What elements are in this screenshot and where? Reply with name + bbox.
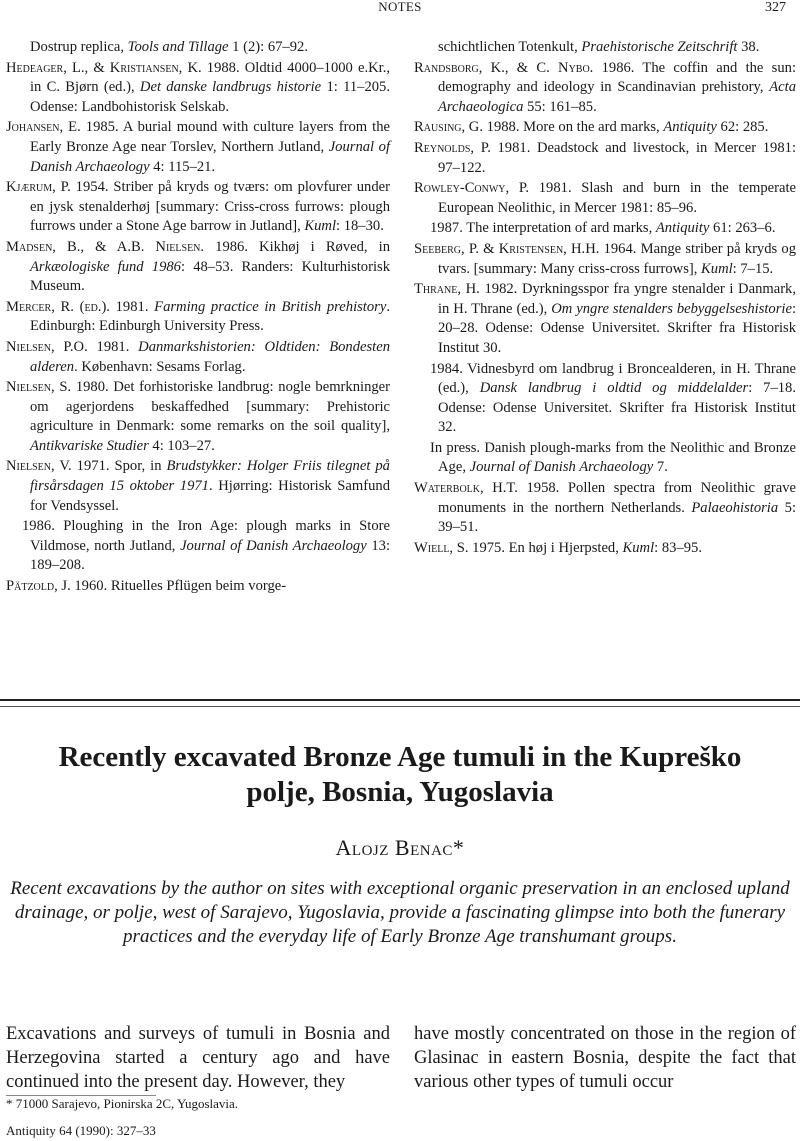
reference-entry — [414, 280, 796, 358]
reference-text: 1960. Rituelles Pflügen beim vorge- — [70, 578, 287, 595]
reference-text: 55: 161–85. — [523, 98, 597, 115]
reference-entry — [6, 457, 390, 516]
reference-text: 1982. Dyrkningsspor fra yngre stenalder i Danmark, in H. Thrane (ed.), — [438, 281, 797, 317]
journal-citation: Antiquity 64 (1990): 327–33 — [6, 1123, 156, 1138]
reference-entry — [6, 178, 390, 237]
reference-text: 13: 189–208. — [30, 537, 390, 574]
reference-author: Nielsen, V. — [6, 458, 72, 475]
reference-text: : 20–28. Odense: Odense Universitet. Skrifter fra Historisk Institut 30. — [438, 300, 797, 356]
reference-author: Rowley-Conwy, P. — [414, 180, 530, 197]
reference-text: 1: 11–205. Odense: Landbohistorisk Selskab. — [30, 79, 390, 115]
reference-text: 4: 115–21. — [149, 158, 216, 175]
reference-text: 1964. Mange striber på kryds og tvars. [summary: Many criss-cross furrows], — [438, 240, 796, 277]
reference-entry — [414, 360, 796, 438]
reference-text: 1985. A burial mound with culture layers from the Early Bronze Age near Torslev, Northern Jutland, — [30, 119, 390, 155]
reference-author: Seeberg, P. & Kristensen, H.H. — [414, 240, 600, 257]
article-abstract: Recent excavations by the author on sites with exceptional organic preservation in an enclosed upland drainage, or polje, west of Sarajevo, Yugoslavia, provide a fascinating glimpse into both the funerary practices and the everyday life of Early Bronze Age transhumant groups. — [10, 878, 790, 947]
section-rule-thick — [0, 699, 800, 701]
reference-text: . København: Sesams Forlag. — [74, 358, 246, 375]
reference-text: : 83–95. — [654, 539, 702, 556]
body-text-left: Excavations and surveys of tumuli in Bosnia and Herzegovina started a century ago and have continued into the present day. However, they — [6, 1024, 390, 1092]
reference-text: 5: 39–51. — [438, 499, 797, 536]
reference-title: Antiquity — [655, 220, 710, 237]
reference-title: Om yngre stenalders bebyggelseshistorie — [551, 300, 792, 317]
reference-author: Nielsen, P.O. — [6, 338, 88, 355]
reference-title: Det danske landbrugs historie — [139, 79, 322, 96]
reference-text: 1986. The coffin and the sun: demography and ideology in Scandinavian prehistory, — [438, 59, 796, 96]
reference-author: Randsborg, K., & C. Nybo. — [414, 59, 594, 76]
reference-text: 1988. More on the ard marks, — [483, 119, 664, 136]
reference-text: 38. — [737, 39, 760, 55]
reference-text: : 7–15. — [732, 260, 774, 277]
reference-entry — [6, 59, 390, 118]
reference-text: 1954. Striber på kryds og tværs: om plovfurer under en jysk stenalderhøj [summary: Criss-cross furrows: plough furrows under a Stone Age barrow in Jutland], — [30, 179, 390, 235]
reference-title: Journal of Danish Archaeology — [30, 138, 391, 175]
reference-title: Journal of Danish Archaeology — [469, 459, 654, 476]
reference-entry — [414, 118, 796, 138]
reference-title: Tools and Tillage — [127, 39, 229, 55]
reference-text: 61: 263–6. — [709, 220, 776, 237]
reference-entry — [414, 539, 796, 559]
reference-title: Antikvariske Studier — [30, 437, 149, 454]
reference-author: Nielsen, S. — [6, 379, 72, 396]
page-number: 327 — [765, 0, 786, 15]
reference-text: In press. Danish plough-marks from the Neolithic and Bronze Age, — [430, 439, 796, 476]
reference-title: Kuml — [701, 260, 733, 277]
reference-text: 1980. Det forhistoriske landbrug: nogle bemrkninger om agerjordens beskaffedhed [summary: Prehistoric agriculture in Denmark: some remarks on the soil quality], — [30, 379, 390, 435]
reference-text: . Hjørring: Historisk Samfund for Vendsyssel. — [30, 478, 390, 514]
reference-entry — [414, 439, 796, 478]
reference-text: : 48–53. Randers: Kulturhistorisk Museum. — [30, 258, 390, 295]
reference-title: Dansk landbrug i oldtid og middelalder — [479, 380, 749, 397]
reference-text: 1975. En høj i Hjerpsted, — [468, 539, 623, 556]
reference-text: 1981. — [109, 298, 155, 315]
reference-author: Waterbolk, H.T. — [414, 480, 518, 497]
article-title-line-1: Recently excavated Bronze Age tumuli in the Kupreško — [58, 741, 742, 773]
reference-entry — [6, 338, 390, 377]
article-author: Alojz Benac* — [335, 835, 465, 860]
reference-entry — [414, 179, 796, 218]
reference-author: Mercer, R. (ed.). — [6, 298, 110, 315]
reference-entry — [414, 139, 796, 178]
reference-title: Kuml — [304, 218, 337, 235]
reference-text: 1981. Slash and burn in the temperate European Neolithic, in Mercer 1981: 85–96. — [438, 180, 796, 216]
reference-text: 1958. Pollen spectra from Neolithic grave monuments in the northern Netherlands. — [438, 480, 796, 516]
reference-entry — [6, 298, 390, 337]
reference-entry — [6, 238, 390, 297]
reference-entry — [414, 240, 796, 279]
reference-text: : 18–30. — [336, 218, 384, 235]
reference-author: Reynolds, P. — [414, 139, 491, 156]
reference-entry — [414, 479, 796, 538]
reference-author: Wiell, S. — [414, 539, 469, 556]
reference-title: Danmarkshistorien: Oldtiden: Bondesten alderen — [30, 338, 390, 375]
reference-entry — [6, 118, 390, 177]
reference-text: : 7–18. Odense: Odense Universitet. Skrifter fra Historisk Institut 32. — [438, 380, 796, 436]
article-title — [0, 740, 800, 810]
reference-text: 7. — [653, 459, 668, 476]
reference-author: Kjærum, P. — [6, 179, 71, 196]
section-rule-thin — [0, 706, 800, 707]
reference-text: 1981. Deadstock and livestock, in Mercer 1981: 97–122. — [438, 139, 797, 176]
reference-text: . Edinburgh: Edinburgh University Press. — [30, 298, 390, 335]
reference-entry — [414, 38, 796, 58]
reference-entry — [6, 378, 390, 456]
body-text-right: have mostly concentrated on those in the region of Glasinac in eastern Bosnia, despite the fact that various other types of tumuli occur — [414, 1024, 796, 1092]
reference-text: 1986. Kikhøj i Røved, in — [204, 238, 390, 255]
reference-text: 1971. Spor, in — [71, 458, 167, 475]
reference-title: Palaeohistoria — [691, 499, 779, 516]
reference-entry — [414, 219, 796, 239]
reference-text: 1981. — [87, 338, 139, 355]
reference-entry — [6, 38, 390, 58]
footnote: * 71000 Sarajevo, Pionirska 2C, Yugoslavia. — [6, 1096, 239, 1111]
reference-author: Rausing, G. — [414, 119, 483, 136]
running-header-section: NOTES — [378, 0, 422, 14]
reference-title: Journal of Danish Archaeology — [180, 537, 367, 554]
reference-title: Antiquity — [663, 119, 717, 136]
reference-title: Brudstykker: Holger Friis tilegnet på firsårsdagen 15 oktober 1971 — [30, 458, 390, 495]
reference-author: Hedeager, L., & Kristiansen, K. — [6, 59, 202, 76]
reference-title: Farming practice in British prehistory — [154, 298, 387, 315]
reference-title: Kuml — [622, 539, 655, 556]
reference-entry — [414, 59, 796, 118]
reference-author: Madsen, B., & A.B. Nielsen. — [6, 238, 205, 255]
reference-text: 1 (2): 67–92. — [228, 39, 308, 55]
reference-text: 1988. Oldtid 4000–1000 e.Kr., in C. Bjørn (ed.), — [30, 59, 391, 96]
reference-text: 1987. The interpretation of ard marks, — [430, 220, 656, 237]
reference-entry — [6, 577, 390, 597]
reference-text: 62: 285. — [716, 119, 769, 136]
reference-title: Arkæologiske fund 1986 — [30, 258, 181, 275]
reference-entry — [6, 517, 390, 576]
reference-author: Thrane, H. — [414, 281, 480, 298]
article-title-line-2: polje, Bosnia, Yugoslavia — [246, 776, 554, 808]
reference-text: schichtlichen Totenkult, — [438, 39, 582, 55]
reference-text: Dostrup replica, — [30, 39, 128, 55]
reference-text: 4: 103–27. — [148, 437, 215, 454]
references-right-column — [414, 38, 796, 559]
reference-text: 1984. Vidnesbyrd om landbrug i Broncealderen, in H. Thrane (ed.), — [430, 360, 796, 397]
reference-author: Johansen, E. — [6, 119, 81, 136]
reference-title: Praehistorische Zeitschrift — [581, 39, 738, 55]
reference-author: Pätzold, J. — [6, 578, 71, 595]
references-left-column — [6, 38, 390, 598]
reference-title: Acta Archaeologica — [438, 79, 796, 115]
reference-text: 1986. Ploughing in the Iron Age: plough marks in Store Vildmose, north Jutland, — [22, 518, 390, 554]
